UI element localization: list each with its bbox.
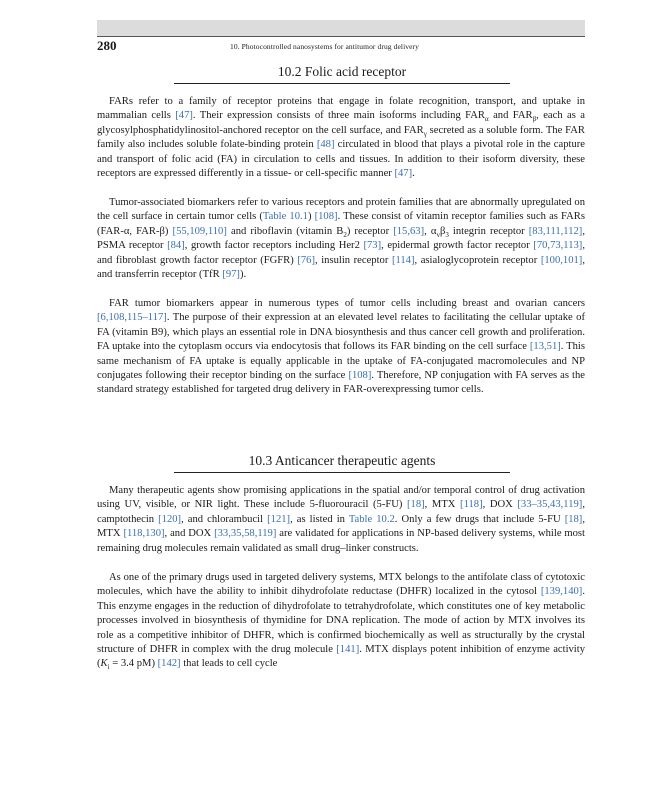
citation[interactable]: [48] (316, 139, 335, 151)
citation[interactable]: [47] (394, 168, 413, 180)
citation[interactable]: [142] (157, 658, 181, 670)
running-title: 10. Photocontrolled nanosystems for antitumor drug delivery (230, 42, 419, 51)
citation[interactable]: [100,101] (540, 254, 583, 266)
header-bar (97, 20, 585, 36)
citation[interactable]: [73] (363, 240, 382, 252)
citation[interactable]: [6,108,115–117] (97, 312, 167, 324)
citation[interactable]: [47] (175, 110, 193, 122)
section-title-anticancer: 10.3 Anticancer therapeutic agents (248, 453, 436, 468)
paragraph-biomarkers: Tumor-associated biomarkers refer to various receptors and protein families that are abnormally upregulated on the cell surface in certain tumor cells (Table 10.1) [108]. These consist of vitamin receptor families such as FARs (FAR-α, FAR-β) [55,109,110] and riboflavin (vitamin $B_2$) receptor [15,63], $\alpha_v\beta_3$ integrin receptor [83,111,112], PSMA receptor [84], growth factor receptors including Her2 [73], epidermal growth factor receptor [70,73,113], and fibroblast growth factor receptor (FGFR) [76], insulin receptor [114], asialoglycoprotein receptor [100,101], and transferrin receptor (TfR [97]). (97, 197, 585, 281)
citation[interactable]: [55,109,110] (172, 225, 227, 237)
citation[interactable]: [141] (336, 644, 360, 656)
table-link[interactable]: Table 10.2 (348, 513, 395, 525)
citation[interactable]: [13,51] (529, 341, 561, 353)
citation[interactable]: [97] (222, 269, 240, 281)
citation[interactable]: [83,111,112] (528, 225, 583, 237)
citation[interactable]: [18] (407, 499, 425, 511)
citation[interactable]: [33–35,43,119] (517, 499, 583, 511)
citation[interactable]: [118,130] (123, 528, 165, 540)
page-number: 280 (97, 38, 117, 53)
citation[interactable]: [118] (460, 499, 483, 511)
citation[interactable]: [114] (391, 254, 415, 266)
paragraph-therapeutic-agents: Many therapeutic agents show promising applications in the spatial and/or temporal control of drug activation using UV, visible, or NIR light. These include 5-fluorouracil (5-FU) [18], MTX [118], DOX [33–35,43,119], camptothecin [120], and chlorambucil [121], as listed in Table 10.2. Only a few drugs that include 5-FU [18], MTX [118,130], and DOX [33,35,58,119] are validated for applications in NP-based delivery systems, while most remaining drug molecules remain validated as small drug–linker constructs. (97, 485, 586, 554)
citation[interactable]: [139,140] (540, 586, 583, 598)
paragraph-mtx: As one of the primary drugs used in targeted delivery systems, MTX belongs to the antifolate class of cytotoxic molecules, which have the ability to inhibit dihydrofolate reductase (DHFR) localized in the cytosol [139,140]. This enzyme engages in the reduction of dihydrofolate to tetrahydrofolate, which constitutes one of key metabolic processes involved in biosynthesis of thymidine for DNA replication. The mode of action by MTX involves its role as a competitive inhibitor of DHFR, which is confirmed biochemically as well as structurally by the crystal structure of DHFR in complex with the drug molecule [141]. MTX displays potent inhibition of enzyme activity ($K_i = 3.4$ pM) [142] that leads to cell cycle (97, 572, 585, 672)
section-title-folic-acid: 10.2 Folic acid receptor (277, 64, 407, 79)
citation[interactable]: [121] (267, 513, 291, 525)
citation[interactable]: [76] (297, 254, 315, 266)
citation[interactable]: [15,63] (393, 225, 425, 237)
citation[interactable]: [108] (348, 370, 372, 382)
header-rule (97, 36, 585, 37)
section-rule (174, 472, 510, 473)
table-link[interactable]: Table 10.1 (262, 211, 308, 223)
citation[interactable]: [18] (564, 513, 583, 525)
citation[interactable]: [70,73,113] (533, 240, 583, 252)
citation[interactable]: [108] (314, 211, 338, 223)
paragraph-far-tumor: FAR tumor biomarkers appear in numerous types of tumor cells including breast and ovarian cancers [6,108,115–117]. The purpose of their expression at an elevated level relates to facilitating the cellular uptake of FA (vitamin B9), which plays an essential role in DNA biosynthesis and thus cancer cell growth and proliferation. FA uptake into the cytoplasm occurs via endocytosis that follows its FAR binding on the cell surface [13,51]. This same mechanism of FA uptake is equally applicable in the uptake of FA-conjugated macromolecules and NP conjugates following their receptor binding on the surface [108]. Therefore, NP conjugation with FA serves as the standard strategy established for targeted drug delivery in FAR-overexpressing tumor cells. (97, 298, 585, 396)
citation[interactable]: [84] (167, 240, 185, 252)
section-rule (174, 83, 510, 84)
paragraph-far-intro: FARs refer to a family of receptor proteins that engage in folate recognition, transport, and uptake in mammalian cells [47]. Their expression consists of three main isoforms including $FAR_\alpha$ and $FAR_\beta$, each as a glycosylphosphatidylinositol-anchored receptor on the cell surface, and $FAR_\gamma$ secreted as a soluble form. The FAR family also includes soluble folate-binding protein [48] circulated in blood that plays a pivotal role in the capture and transport of folic acid (FA) in circulation to cells and tissues. In addition to their isoform diversity, these receptors are expressed differently in a tissue- or cell-specific manner [47]. (97, 96, 585, 180)
citation[interactable]: [33,35,58,119] (214, 528, 277, 540)
citation[interactable]: [120] (158, 513, 182, 525)
